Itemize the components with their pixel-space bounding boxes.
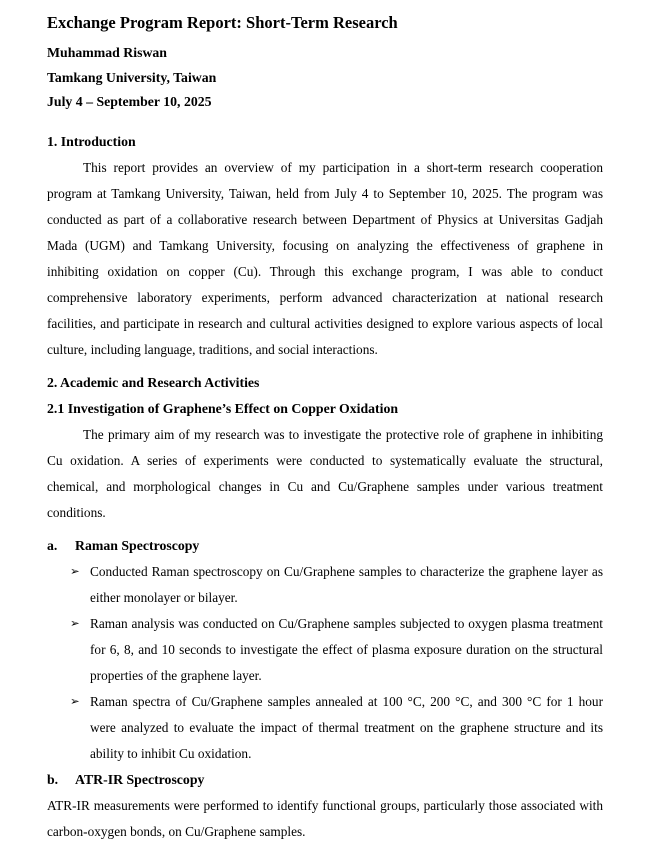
list-title-atr-ir: ATR-IR Spectroscopy <box>75 771 205 787</box>
bullet-text: Raman analysis was conducted on Cu/Graphene samples subjected to oxygen plasma treatment for 6, 8, and 10 seconds to investigate the effect of plasma exposure duration on the structural properties of the graphene layer. <box>90 615 603 683</box>
section-1-heading: 1. Introduction <box>47 133 136 149</box>
bullet-text: Raman spectra of Cu/Graphene samples annealed at 100 °C, 200 °C, and 300 °C for 1 hour were analyzed to evaluate the impact of thermal treatment on the graphene structure and its ability to inhibit Cu oxidation. <box>90 693 603 761</box>
atr-ir-paragraph: ATR-IR measurements were performed to identify functional groups, particularly those associated with carbon-oxygen bonds, on Cu/Graphene samples. <box>47 797 603 839</box>
arrow-bullet-icon: ➢ <box>70 565 80 578</box>
section-2-1-heading: 2.1 Investigation of Graphene’s Effect on Copper Oxidation <box>47 400 399 416</box>
arrow-bullet-icon: ➢ <box>70 695 80 708</box>
report-title: Exchange Program Report: Short-Term Research <box>47 13 398 32</box>
bullet-item-raman-2 <box>70 611 603 689</box>
list-item-a-heading <box>47 533 603 559</box>
program-dates: July 4 – September 10, 2025 <box>47 94 212 110</box>
bullet-text: Conducted Raman spectroscopy on Cu/Graphene samples to characterize the graphene layer as either monolayer or bilayer. <box>90 563 603 605</box>
list-marker-b: b. <box>47 771 59 787</box>
affiliation: Tamkang University, Taiwan <box>47 69 217 85</box>
intro-paragraph: This report provides an overview of my participation in a short-term research cooperation program at Tamkang University, Taiwan, held from July 4 to September 10, 2025. The program was conducted as part of a collaborative research between Department of Physics at Universitas Gadjah Mada (UGM) and Tamkang University, focusing on analyzing the effectiveness of graphene in inhibiting oxidation on copper (Cu). Through this exchange program, I was able to conduct comprehensive laboratory experiments, perform advanced characterization at national research facilities, and participate in research and cultural activities designed to explore various aspects of local culture, including language, traditions, and social interactions. <box>47 159 603 357</box>
bullet-item-raman-3 <box>70 689 603 767</box>
bullet-item-raman-1 <box>70 559 603 611</box>
list-item-b-heading <box>47 767 603 793</box>
arrow-bullet-icon: ➢ <box>70 617 80 630</box>
author-name: Muhammad Riswan <box>47 45 167 60</box>
aim-paragraph: The primary aim of my research was to investigate the protective role of graphene in inhibiting Cu oxidation. A series of experiments were conducted to systematically evaluate the structural, chemical, and morphological changes in Cu and Cu/Graphene samples under various treatment conditions. <box>47 426 603 520</box>
section-2-heading: 2. Academic and Research Activities <box>47 374 260 390</box>
list-marker-a: a. <box>47 537 58 553</box>
list-title-raman: Raman Spectroscopy <box>75 537 200 553</box>
